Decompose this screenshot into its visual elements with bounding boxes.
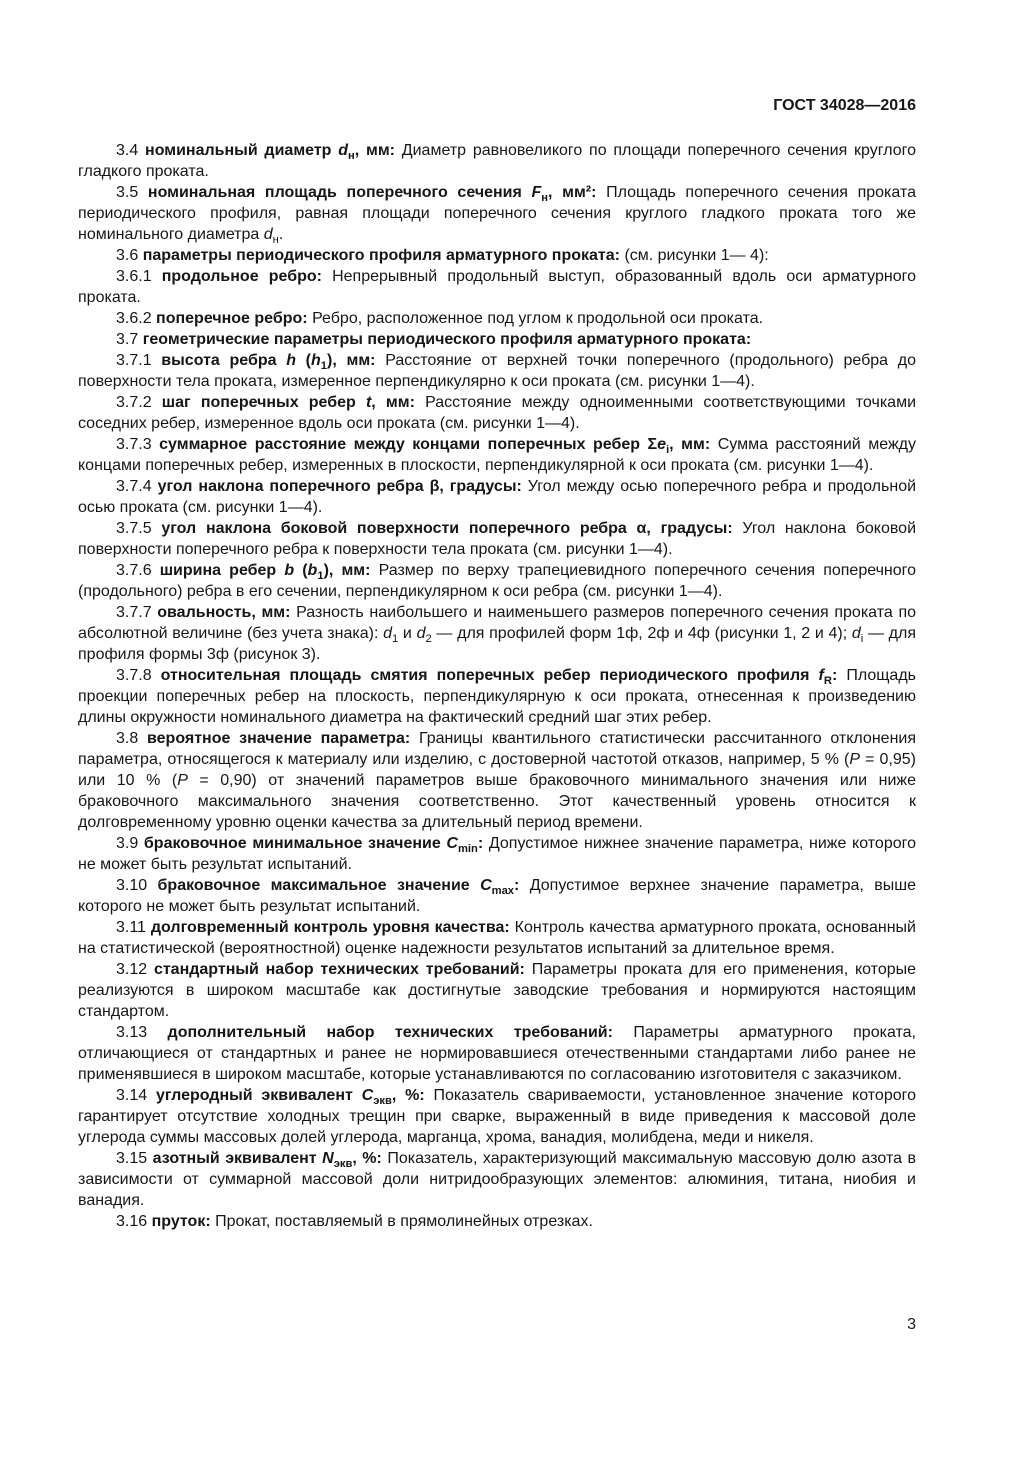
term-number: 3.8 (116, 730, 139, 747)
term-paragraph (78, 518, 916, 560)
document-number: ГОСТ 34028—2016 (773, 97, 916, 114)
term-paragraph (78, 728, 916, 833)
term-definition: Границы квантильного статистически рассчитанного отклонения параметра, относящегося к материалу или изделию, с достоверной частотой отказов, например, 5 % (P = 0,95) или 10 % (P = 0,90) от значений параметров выше браковочного минимального значения или ниже браковочного максимального значения соответственно. Этот качественный уровень относится к долговременному уровню оценки качества за длительный период времени. (78, 730, 916, 831)
term-name: стандартный набор технических требований: (153, 961, 525, 978)
term-definition: Прокат, поставляемый в прямолинейных отрезках. (215, 1213, 593, 1230)
term-name: дополнительный набор технических требований: (167, 1024, 613, 1041)
term-name: продольное ребро: (161, 268, 322, 285)
term-paragraph (78, 1022, 916, 1085)
term-number: 3.7.7 (116, 604, 152, 621)
term-name: шаг поперечных ребер t, мм: (161, 394, 415, 411)
terms-list (78, 140, 916, 1232)
term-paragraph (78, 182, 916, 245)
term-number: 3.7.4 (116, 478, 152, 495)
term-number: 3.6.2 (116, 310, 152, 327)
term-name: угол наклона поперечного ребра β, градусы: (157, 478, 522, 495)
term-number: 3.16 (116, 1213, 148, 1230)
term-definition: (см. рисунки 1— 4): (624, 247, 769, 264)
term-number: 3.9 (116, 835, 139, 852)
term-paragraph (78, 350, 916, 392)
term-name: угол наклона боковой поверхности поперечного ребра α, градусы: (161, 520, 733, 537)
term-definition: Разность наибольшего и наименьшего размеров поперечного сечения проката по абсолютной величине (без учета знака): $d_1$ и $d_2$ — для профилей форм 1ф, 2ф и 4ф (рисунки 1, 2 и 4); $d_i$ — для профиля формы 3ф (рисунок 3). (78, 604, 917, 663)
term-number: 3.7.2 (116, 394, 152, 411)
term-definition: Расстояние от верхней точки поперечного (продольного) ребра до поверхности тела проката, измеренное перпендикулярно к оси проката (см. рисунки 1—4). (78, 352, 917, 390)
term-number: 3.7 (116, 331, 139, 348)
term-number: 3.10 (116, 877, 148, 894)
term-number: 3.7.8 (116, 667, 152, 684)
term-paragraph (78, 959, 916, 1022)
page-header (78, 97, 916, 115)
term-definition: Угол наклона боковой поверхности поперечного ребра к поверхности тела проката (см. рисунки 1—4). (78, 520, 916, 558)
term-paragraph (78, 434, 916, 476)
term-definition: Допустимое верхнее значение параметра, выше которого не может быть результат испытаний. (78, 877, 916, 915)
term-number: 3.11 (116, 919, 146, 936)
term-name: долговременный контроль уровня качества: (150, 919, 510, 936)
term-paragraph (78, 476, 916, 518)
term-definition: Площадь поперечного сечения проката периодического профиля, равная площади поперечного сечения круглого гладкого проката того же номинального диаметра $d_н$. (78, 184, 916, 247)
term-paragraph (78, 1211, 916, 1232)
term-name: номинальная площадь поперечного сечения $F_н$, мм²: (147, 184, 597, 205)
term-definition: Площадь проекции поперечных ребер на плоскость, перпендикулярную к оси проката, отнесенная к произведению длины окружности номинального диаметра на фактический средний шаг этих ребер. (78, 667, 916, 726)
term-paragraph (78, 245, 916, 266)
term-name: браковочное минимальное значение $C_{min}$: (143, 835, 484, 856)
term-definition: Размер по верху трапециевидного поперечного сечения поперечного (продольного) ребра в его сечении, перпендикулярном к оси ребра (см. рисунки 1—4). (78, 562, 917, 600)
term-number: 3.15 (116, 1150, 148, 1167)
page-number: 3 (907, 1316, 916, 1333)
term-name: высота ребра h $(h_1)$, мм: (161, 352, 376, 373)
term-name: геометрические параметры периодического профиля арматурного проката: (142, 331, 752, 348)
term-number: 3.4 (116, 142, 139, 159)
term-paragraph (78, 392, 916, 434)
term-name: номинальный диаметр $d_н$, мм: (145, 142, 395, 163)
term-paragraph (78, 602, 916, 665)
term-paragraph (78, 917, 916, 959)
term-name: ширина ребер b $(b_1)$, мм: (159, 562, 371, 583)
term-definition: Контроль качества арматурного проката, основанный на статистической (вероятностной) оценке надежности результатов испытаний за длительное время. (78, 919, 916, 957)
term-definition: Непрерывный продольный выступ, образованный вдоль оси арматурного проката. (78, 268, 916, 306)
term-number: 3.6 (116, 247, 139, 264)
term-name: браковочное максимальное значение $C_{max}$: (157, 877, 520, 898)
term-definition: Параметры арматурного проката, отличающиеся от стандартных и ранее не нормировавшиеся отечественными стандартами либо ранее не применявшиеся в широком масштабе, которые устанавливаются по согласованию изготовителя с заказчиком. (78, 1024, 916, 1083)
term-paragraph (78, 833, 916, 875)
term-definition: Показатель, характеризующий максимальную массовую долю азота в зависимости от суммарной массовой доли нитридообразующих элементов: алюминия, титана, ниобия и ванадия. (78, 1150, 917, 1209)
term-number: 3.14 (116, 1087, 148, 1104)
term-paragraph (78, 329, 916, 350)
term-name: углеродный эквивалент $C_{экв}$, %: (155, 1087, 425, 1108)
term-name: поперечное ребро: (156, 310, 308, 327)
term-paragraph (78, 1085, 916, 1148)
term-paragraph (78, 875, 916, 917)
term-number: 3.13 (116, 1024, 148, 1041)
term-name: относительная площадь смятия поперечных ребер периодического профиля $f_R$: (160, 667, 838, 688)
term-number: 3.12 (116, 961, 148, 978)
term-definition: Ребро, расположенное под углом к продольной оси проката. (312, 310, 764, 327)
term-number: 3.5 (116, 184, 139, 201)
term-paragraph (78, 266, 916, 308)
term-paragraph (78, 308, 916, 329)
term-name: суммарное расстояние между концами поперечных ребер $\Sigma e_i$, мм: (159, 436, 711, 457)
term-number: 3.6.1 (116, 268, 152, 285)
term-number: 3.7.5 (116, 520, 152, 537)
term-name: вероятное значение параметра: (147, 730, 411, 747)
term-paragraph (78, 1148, 916, 1211)
term-paragraph (78, 665, 916, 728)
term-number: 3.7.1 (116, 352, 152, 369)
term-definition: Расстояние между одноименными соответствующими точками соседних ребер, измеренное вдоль оси проката (см. рисунки 1—4). (78, 394, 916, 432)
term-definition: Допустимое нижнее значение параметра, ниже которого не может быть результат испытаний. (78, 835, 916, 873)
term-paragraph (78, 140, 916, 182)
term-paragraph (78, 560, 916, 602)
term-definition: Сумма расстояний между концами поперечных ребер, измеренных в плоскости, перпендикулярной к оси проката (см. рисунки 1—4). (78, 436, 917, 474)
term-number: 3.7.3 (116, 436, 152, 453)
term-name: азотный эквивалент $N_{экв}$, %: (152, 1150, 382, 1171)
term-definition: Угол между осью поперечного ребра и продольной осью проката (см. рисунки 1—4). (78, 478, 917, 516)
term-name: параметры периодического профиля арматурного проката: (142, 247, 620, 264)
term-name: овальность, мм: (157, 604, 291, 621)
term-definition: Показатель свариваемости, установленное значение которого гарантирует отсутствие холодных трещин при сварке, выраженный в виде приведения к массовой доле углерода суммы массовых долей углерода, марганца, хрома, ванадия, молибдена, меди и никеля. (78, 1087, 917, 1146)
term-definition: Диаметр равновеликого по площади поперечного сечения круглого гладкого проката. (78, 142, 916, 180)
term-number: 3.7.6 (116, 562, 152, 579)
term-name: пруток: (151, 1213, 211, 1230)
page-footer (78, 1316, 916, 1334)
term-definition: Параметры проката для его применения, которые реализуются в широком масштабе как достигнутые заводские требования и нормируются настоящим стандартом. (78, 961, 917, 1020)
